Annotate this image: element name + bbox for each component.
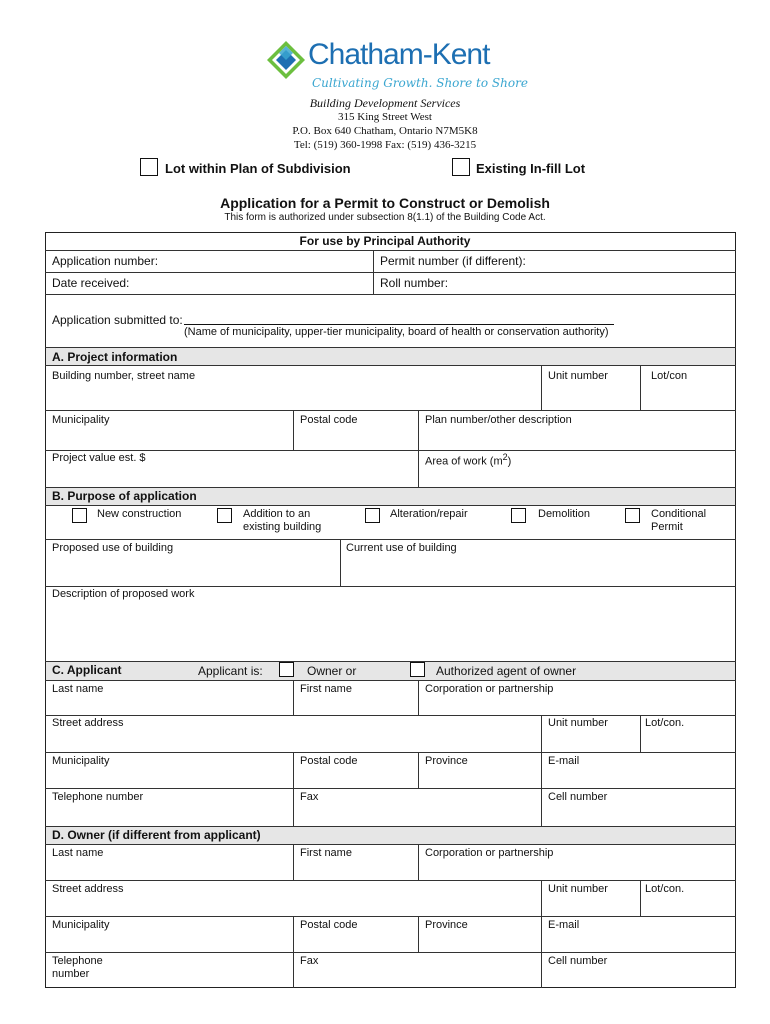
proposed-use-field[interactable]: Proposed use of building xyxy=(52,542,174,554)
authority-heading: For use by Principal Authority xyxy=(299,234,471,248)
applicant-province-field[interactable]: Province xyxy=(425,755,468,767)
owner-label: Owner or xyxy=(307,664,357,678)
owner-postal-field[interactable]: Postal code xyxy=(300,919,358,931)
demolition-label: Demolition xyxy=(538,508,590,520)
owner-municipality-field[interactable]: Municipality xyxy=(52,919,110,931)
plan-number-field[interactable]: Plan number/other description xyxy=(425,414,572,426)
section-d-heading: D. Owner (if different from applicant) xyxy=(52,828,261,842)
logo-diamond-icon xyxy=(266,40,306,80)
authorization-note: This form is authorized under subsection 8(1.1) of the Building Code Act. xyxy=(224,212,546,223)
applicant-corporation-field[interactable]: Corporation or partnership xyxy=(425,683,554,695)
applicant-lot-con-field[interactable]: Lot/con. xyxy=(645,717,685,729)
unit-number-field[interactable]: Unit number xyxy=(548,370,608,382)
conditional-label-2: Permit xyxy=(651,521,683,533)
owner-lot-con-field[interactable]: Lot/con. xyxy=(645,883,685,895)
conditional-label-1: Conditional xyxy=(651,508,707,520)
submitted-to-hint: (Name of municipality, upper-tier municipality, board of health or conservation authority) xyxy=(184,326,609,338)
building-street-field[interactable]: Building number, street name xyxy=(52,370,196,382)
department-name: Building Development Services xyxy=(309,96,461,110)
applicant-last-name-field[interactable]: Last name xyxy=(52,683,104,695)
date-received-field[interactable]: Date received: xyxy=(52,276,130,290)
demolition-checkbox[interactable] xyxy=(511,508,526,523)
applicant-fax-field[interactable]: Fax xyxy=(300,791,319,803)
applicant-postal-field[interactable]: Postal code xyxy=(300,755,358,767)
alteration-checkbox[interactable] xyxy=(365,508,380,523)
form-frame xyxy=(45,232,736,988)
po-box: P.O. Box 640 Chatham, Ontario N7M5K8 xyxy=(292,125,478,137)
owner-email-field[interactable]: E-mail xyxy=(548,919,580,931)
phone-fax: Tel: (519) 360-1998 Fax: (519) 436-3215 xyxy=(293,139,477,151)
conditional-permit-checkbox[interactable] xyxy=(625,508,640,523)
logo-name: Chatham-Kent xyxy=(308,38,490,71)
applicant-email-field[interactable]: E-mail xyxy=(548,755,580,767)
description-field[interactable]: Description of proposed work xyxy=(52,588,195,600)
new-construction-checkbox[interactable] xyxy=(72,508,87,523)
form-title: Application for a Permit to Construct or Demolish xyxy=(220,195,550,211)
owner-fax-field[interactable]: Fax xyxy=(300,955,319,967)
applicant-cell-field[interactable]: Cell number xyxy=(548,791,608,803)
owner-unit-field[interactable]: Unit number xyxy=(548,883,608,895)
applicant-telephone-field[interactable]: Telephone number xyxy=(52,791,144,803)
street-address: 315 King Street West xyxy=(338,111,432,123)
lot-con-field[interactable]: Lot/con xyxy=(651,370,688,382)
owner-checkbox[interactable] xyxy=(279,662,294,677)
owner-cell-field[interactable]: Cell number xyxy=(548,955,608,967)
alteration-label: Alteration/repair xyxy=(390,508,468,520)
plan-of-subdivision-label: Lot within Plan of Subdivision xyxy=(165,161,351,176)
applicant-street-field[interactable]: Street address xyxy=(52,717,124,729)
infill-lot-checkbox[interactable] xyxy=(452,158,470,176)
project-value-field[interactable]: Project value est. $ xyxy=(52,452,146,464)
submitted-to-label: Application submitted to: xyxy=(52,313,183,327)
owner-telephone-label-2[interactable]: number xyxy=(52,968,90,980)
applicant-municipality-field[interactable]: Municipality xyxy=(52,755,110,767)
new-construction-label: New construction xyxy=(97,508,182,520)
owner-first-name-field[interactable]: First name xyxy=(300,847,352,859)
applicant-unit-field[interactable]: Unit number xyxy=(548,717,608,729)
area-of-work-field[interactable]: Area of work $(m^2)$ xyxy=(425,452,512,468)
agent-checkbox[interactable] xyxy=(410,662,425,677)
owner-province-field[interactable]: Province xyxy=(425,919,468,931)
applicant-first-name-field[interactable]: First name xyxy=(300,683,352,695)
chatham-kent-logo xyxy=(266,36,528,94)
owner-street-field[interactable]: Street address xyxy=(52,883,124,895)
section-c-heading: C. Applicant xyxy=(52,663,122,677)
logo-tagline: Cultivating Growth. Shore to Shore xyxy=(312,76,528,90)
roll-number-field[interactable]: Roll number: xyxy=(380,276,449,290)
current-use-field[interactable]: Current use of building xyxy=(346,542,457,554)
owner-corporation-field[interactable]: Corporation or partnership xyxy=(425,847,554,859)
addition-label-1: Addition to an xyxy=(243,508,311,520)
owner-last-name-field[interactable]: Last name xyxy=(52,847,104,859)
submitted-to-input[interactable] xyxy=(184,324,614,325)
postal-code-field[interactable]: Postal code xyxy=(300,414,358,426)
agent-label: Authorized agent of owner xyxy=(436,664,577,678)
application-number-field[interactable]: Application number: xyxy=(52,254,159,268)
municipality-field[interactable]: Municipality xyxy=(52,414,110,426)
addition-label-2: existing building xyxy=(243,521,322,533)
owner-telephone-label-1[interactable]: Telephone xyxy=(52,955,103,967)
applicant-is-label: Applicant is: xyxy=(198,664,263,678)
permit-number-field[interactable]: Permit number (if different): xyxy=(380,254,526,268)
section-a-heading: A. Project information xyxy=(52,350,178,364)
section-b-heading: B. Purpose of application xyxy=(52,489,197,503)
infill-lot-label: Existing In-fill Lot xyxy=(476,161,586,176)
addition-checkbox[interactable] xyxy=(217,508,232,523)
plan-of-subdivision-checkbox[interactable] xyxy=(140,158,158,176)
